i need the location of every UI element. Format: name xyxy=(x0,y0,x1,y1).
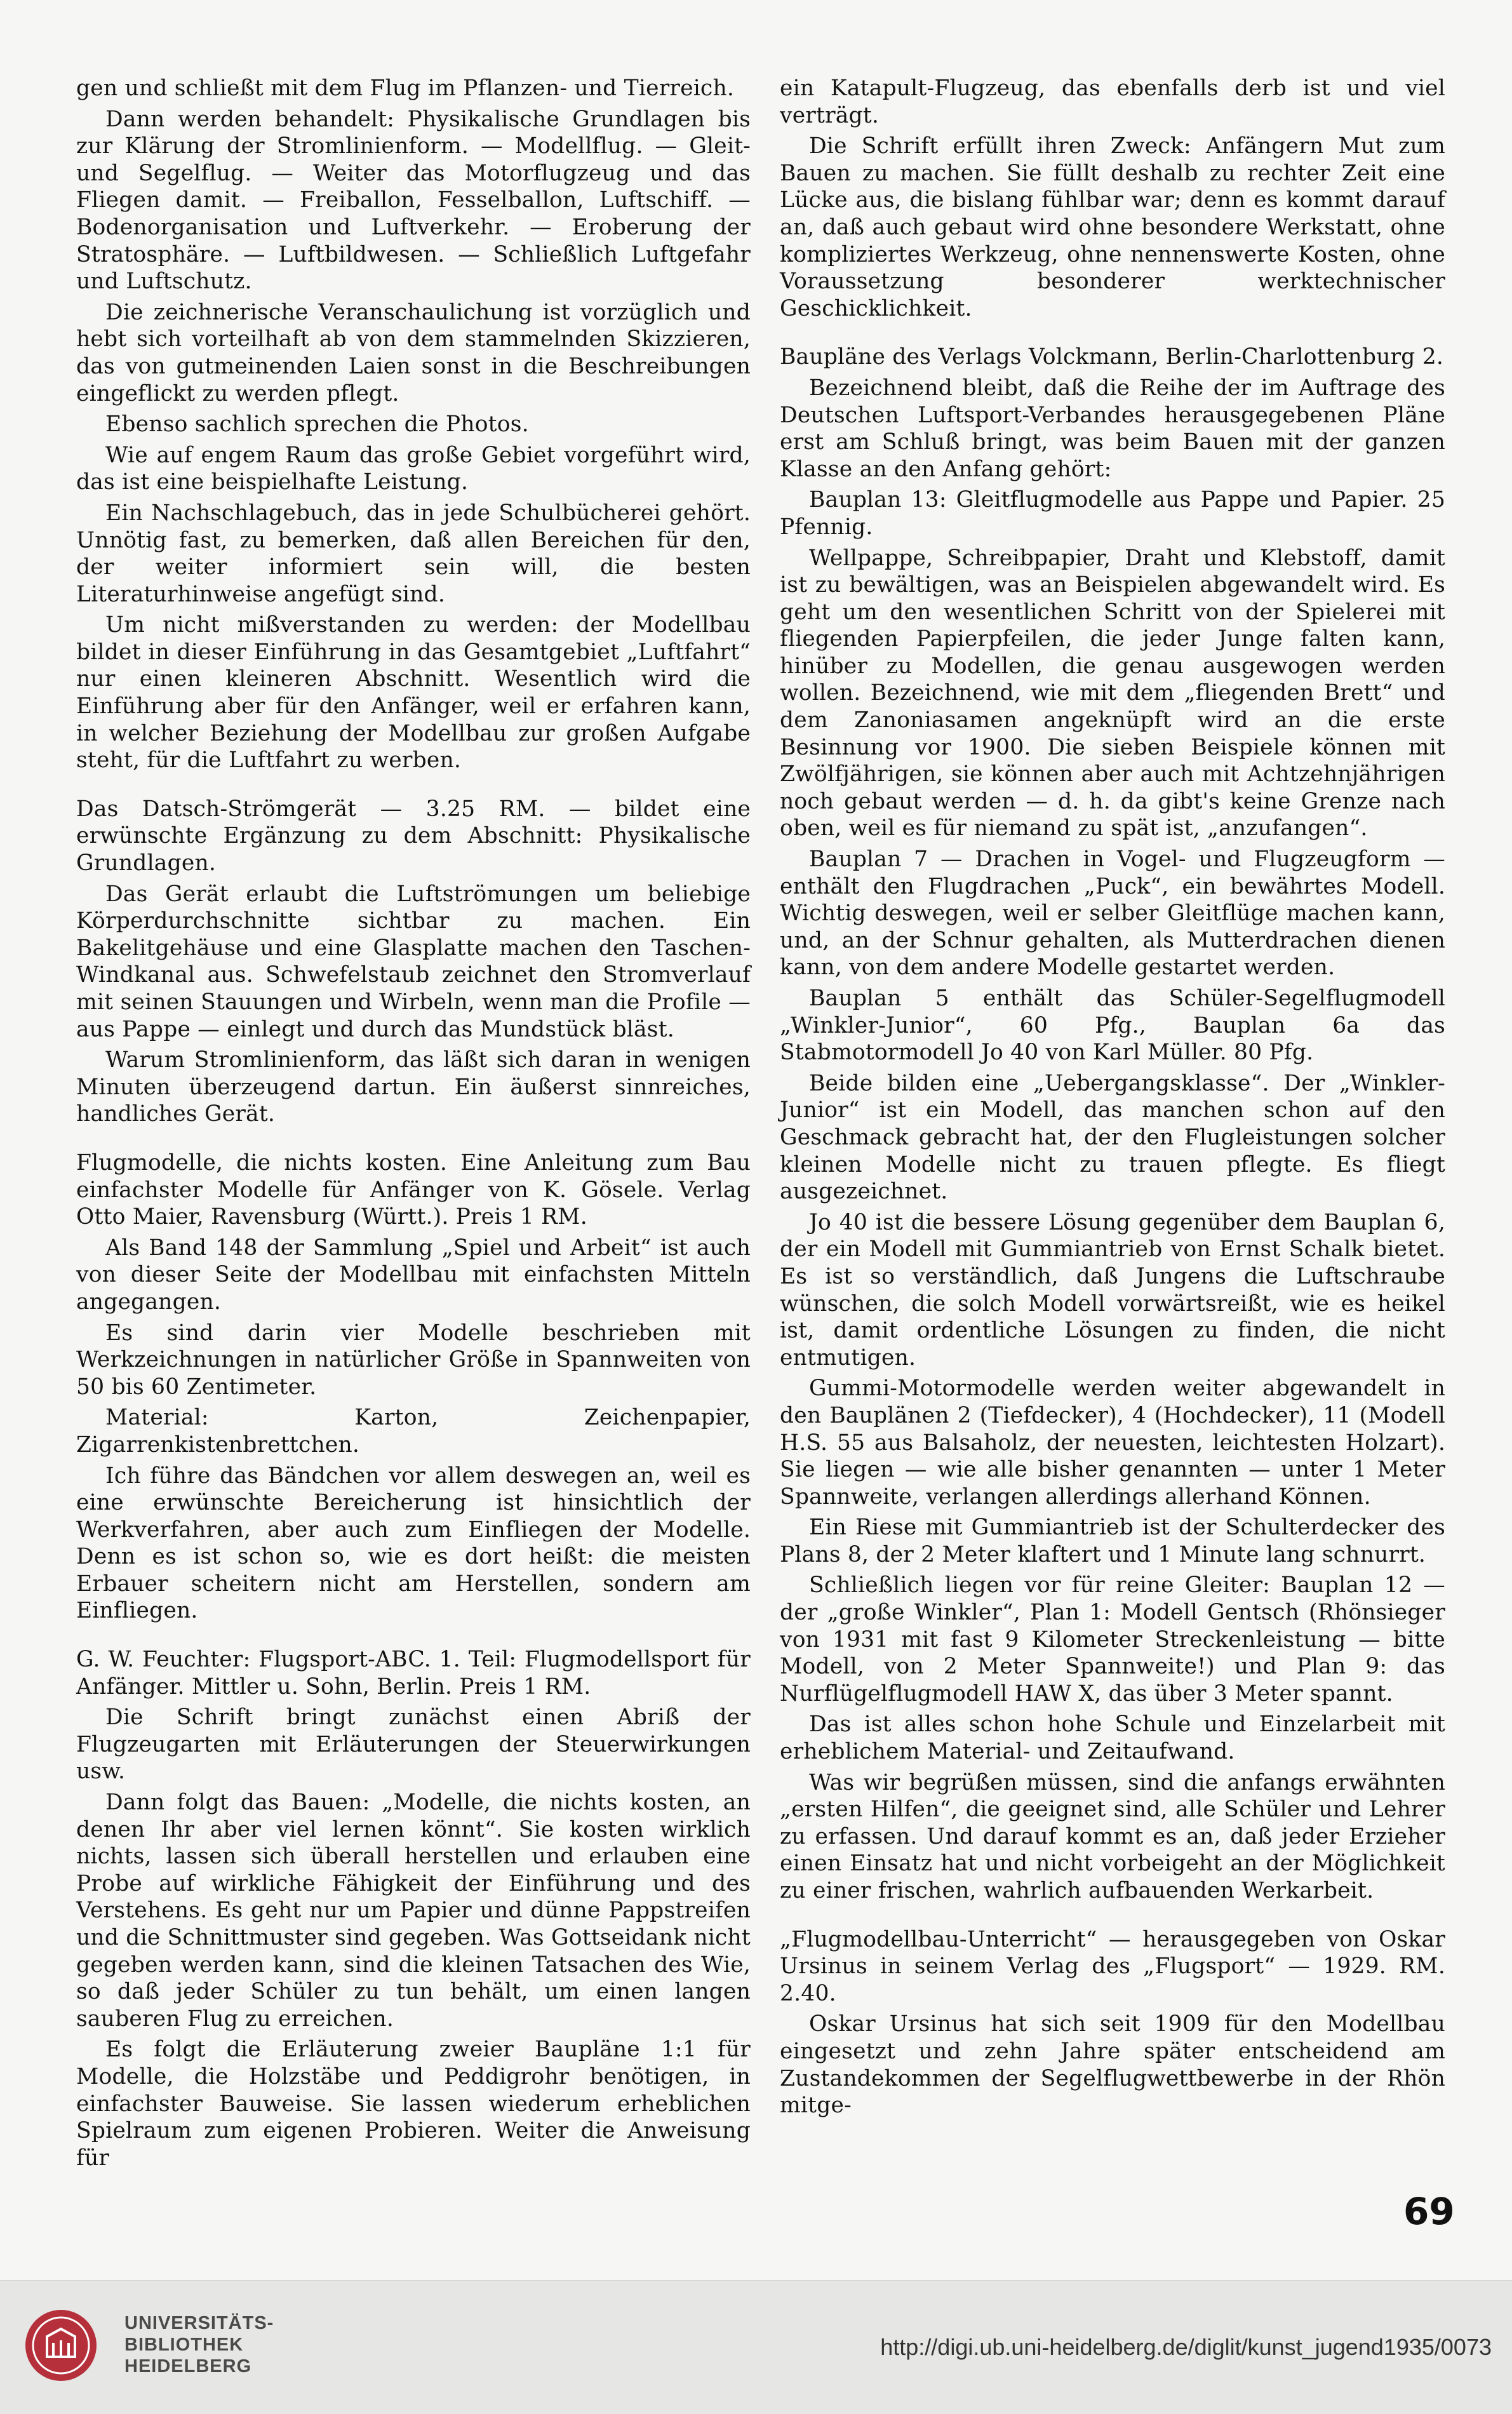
university-seal-icon xyxy=(23,2307,99,2384)
paragraph: Was wir begrüßen müssen, sind die anfangs erwähnten „ersten Hilfen“, die geeignet sind, alle Schüler und Lehrer zu erfassen. Und darauf kommt es an, daß jeder Erzieher einen Einsatz hat und nicht vorbeigeht an der Möglichkeit zu einer frischen, wahrlich aufbauenden Werkarbeit. xyxy=(780,1769,1445,1903)
paragraph: Das ist alles schon hohe Schule und Einzelarbeit mit erheblichem Material- und Zeitaufwand. xyxy=(780,1712,1445,1765)
paragraph: ein Katapult-Flugzeug, das ebenfalls derb ist und viel verträgt. xyxy=(780,76,1445,128)
paragraph: Es sind darin vier Modelle beschrieben mit Werkzeichnungen in natürlicher Größe in Spannweiten von 50 bis 60 Zentimeter. xyxy=(76,1320,751,1400)
paragraph: Die Schrift bringt zunächst einen Abriß der Flugzeugarten mit Erläuterungen der Steuerwirkungen usw. xyxy=(76,1705,751,1785)
paragraph: Bauplan 5 enthält das Schüler-Segelflugmodell „Winkler-Junior“, 60 Pfg., Bauplan 6a das Stabmotormodell Jo 40 von Karl Müller. 80 Pfg. xyxy=(780,986,1445,1066)
paragraph: Warum Stromlinienform, das läßt sich daran in wenigen Minuten überzeugend dartun. Ein äußerst sinnreiches, handliches Gerät. xyxy=(76,1047,751,1127)
paragraph: Bauplan 13: Gleitflugmodelle aus Pappe und Papier. 25 Pfennig. xyxy=(780,487,1445,540)
paragraph: Flugmodelle, die nichts kosten. Eine Anleitung zum Bau einfachster Modelle für Anfänger von K. Gösele. Verlag Otto Maier, Ravensburg (Württ.). Preis 1 RM. xyxy=(76,1150,751,1230)
paragraph: Gummi-Motormodelle werden weiter abgewandelt in den Bauplänen 2 (Tiefdecker), 4 (Hochdecker), 11 (Modell H.S. 55 aus Balsaholz, der neuesten, leichtesten Holzart). Sie liegen — wie alle bisher genannten — unter 1 Meter Spannweite, verlangen allerdings allerhand Können. xyxy=(780,1376,1445,1510)
paragraph: Die zeichnerische Veranschaulichung ist vorzüglich und hebt sich vorteilhaft ab von dem stammelnden Skizzieren, das von gutmeinenden Laien sonst in die Beschreibungen eingeflickt zu werden pflegt. xyxy=(76,299,751,406)
paragraph: Material: Karton, Zeichenpapier, Zigarrenkistenbrettchen. xyxy=(76,1405,751,1458)
paragraph: Ein Riese mit Gummiantrieb ist der Schulterdecker des Plans 8, der 2 Meter klaftert und 1 Minute lang schnurrt. xyxy=(780,1515,1445,1567)
paragraph: Oskar Ursinus hat sich seit 1909 für den Modellbau eingesetzt und zehn Jahre später entscheidend am Zustandekommen der Segelflugwettbewerbe in der Rhön mitge- xyxy=(780,2011,1445,2119)
paragraph: „Flugmodellbau-Unterricht“ — herausgegeben von Oskar Ursinus in seinem Verlag des „Flugsport“ — 1929. RM. 2.40. xyxy=(780,1926,1445,2006)
paragraph: Das Gerät erlaubt die Luftströmungen um beliebige Körperdurchschnitte sichtbar zu machen. Ein Bakelitgehäuse und eine Glasplatte machen den Taschen-Windkanal aus. Schwefelstaub zeichnet den Stromverlauf mit seinen Stauungen und Wirbeln, wenn man die Profile — aus Pappe — einlegt und durch das Mundstück bläst. xyxy=(76,881,751,1042)
paragraph: Es folgt die Erläuterung zweier Baupläne 1:1 für Modelle, die Holzstäbe und Peddigrohr benötigen, in einfachster Bauweise. Sie lassen wiederum erheblichen Spielraum zum eigenen Probieren. Weiter die Anweisung für xyxy=(76,2037,751,2171)
paragraph: Ebenso sachlich sprechen die Photos. xyxy=(105,412,529,438)
source-url-link[interactable]: http://digi.ub.uni-heidelberg.de/diglit/kunst_jugend1935/0073 xyxy=(880,2334,1492,2360)
paragraph: Dann folgt das Bauen: „Modelle, die nichts kosten, an denen Ihr aber viel lernen könnt“. Sie kosten wirklich nichts, lassen sich überall herstellen und erlauben eine Probe auf wirkliche Fähigkeit der Einführung und des Verstehens. Es geht nur um Papier und dünne Pappstreifen und die Schnittmuster sind gegeben. Was Gottseidank nicht gegeben werden kann, sind die kleinen Tatsachen des Wie, so daß jeder Schüler zu tun behält, um einen langen sauberen Flug zu erreichen. xyxy=(76,1790,751,2032)
paragraph: Das Datsch-Strömgerät — 3.25 RM. — bildet eine erwünschte Ergänzung zu dem Abschnitt: Physikalische Grundlagen. xyxy=(76,796,751,876)
paragraph: gen und schließt mit dem Flug im Pflanzen- und Tierreich. xyxy=(76,76,735,101)
paragraph: Die Schrift erfüllt ihren Zweck: Anfängern Mut zum Bauen zu machen. Sie füllt deshalb zu rechter Zeit eine Lücke aus, die bislang fühlbar war; denn es kommt darauf an, daß auch gebaut wird ohne besondere Werkstatt, ohne kompliziertes Werkzeug, ohne nennenswerte Kosten, ohne Voraussetzung besonderer werktechnischer Geschicklichkeit. xyxy=(780,133,1445,321)
footer-bar xyxy=(0,2280,1512,2414)
paragraph: Jo 40 ist die bessere Lösung gegenüber dem Bauplan 6, der ein Modell mit Gummiantrieb von Ernst Schalk bietet. Es ist so verständlich, daß Jungens die Luftschraube wünschen, die solch Modell vorwärtsreißt, wie es heikel ist, damit ordentliche Lösungen zu finden, die nicht entmutigen. xyxy=(780,1209,1445,1371)
library-line-2: BIBLIOTHEK xyxy=(124,2335,244,2355)
paragraph: Schließlich liegen vor für reine Gleiter: Bauplan 12 — der „große Winkler“, Plan 1: Modell Gentsch (Rhönsieger von 1931 mit fast 9 Kilometer Streckenleistung — bitte Modell, von 2 Meter Spannweite!) und Plan 9: das Nurflügelflugmodell HAW X, das über 3 Meter spannt. xyxy=(780,1572,1445,1707)
paragraph: Ein Nachschlagebuch, das in jede Schulbücherei gehört. Unnötig fast, zu bemerken, daß allen Bereichen für den, der weiter informiert sein will, die besten Literaturhinweise angefügt sind. xyxy=(76,500,751,607)
library-line-3: HEIDELBERG xyxy=(124,2356,252,2377)
left-column xyxy=(76,75,751,2175)
paragraph: G. W. Feuchter: Flugsport-ABC. 1. Teil: Flugmodellsport für Anfänger. Mittler u. Sohn, Berlin. Preis 1 RM. xyxy=(76,1647,751,1700)
paragraph: Ich führe das Bändchen vor allem deswegen an, weil es eine erwünschte Bereicherung ist hinsichtlich der Werkverfahren, aber auch zum Einfliegen der Modelle. Denn es ist schon so, wie es dort heißt: die meisten Erbauer scheitern nicht am Herstellen, sondern am Einfliegen. xyxy=(76,1463,751,1624)
paragraph: Baupläne des Verlags Volckmann, Berlin-Charlottenburg 2. xyxy=(780,344,1444,370)
paragraph: Um nicht mißverstanden zu werden: der Modellbau bildet in dieser Einführung in das Gesamtgebiet „Luftfahrt“ nur einen kleineren Abschnitt. Wesentlich wird die Einführung aber für den Anfänger, weil er erfahren kann, in welcher Beziehung der Modellbau zur großen Aufgabe steht, für die Luftfahrt zu werben. xyxy=(76,612,751,774)
paragraph: Beide bilden eine „Uebergangsklasse“. Der „Winkler-Junior“ ist ein Modell, das manchen schon auf den Geschmack gebracht hat, der den Flugleistungen solcher kleinen Modelle nicht zu trauen pflegte. Es fliegt ausgezeichnet. xyxy=(780,1070,1445,1205)
paragraph: Als Band 148 der Sammlung „Spiel und Arbeit“ ist auch von dieser Seite der Modellbau mit einfachsten Mitteln angegangen. xyxy=(76,1235,751,1315)
library-name xyxy=(124,2312,274,2377)
paragraph: Bauplan 7 — Drachen in Vogel- und Flugzeugform — enthält den Flugdrachen „Puck“, ein bewährtes Modell. Wichtig deswegen, weil er selber Gleitflüge machen kann, und, an der Schnur gehalten, als Mutterdrachen dienen kann, von dem andere Modelle gestartet werden. xyxy=(780,847,1445,981)
paragraph: Bezeichnend bleibt, daß die Reihe der im Auftrage des Deutschen Luftsport-Verbandes herausgegebenen Pläne erst am Schluß bringt, was beim Bauen mit der ganzen Klasse an den Anfang gehört: xyxy=(780,375,1445,482)
right-column xyxy=(780,75,1445,2123)
page-number: 69 xyxy=(1403,2190,1455,2233)
paragraph: Dann werden behandelt: Physikalische Grundlagen bis zur Klärung der Stromlinienform. — Modellflug. — Gleit- und Segelflug. — Weiter das Motorflugzeug und das Fliegen damit. — Freiballon, Fesselballon, Luftschiff. — Bodenorganisation und Luftverkehr. — Eroberung der Stratosphäre. — Luftbildwesen. — Schließlich Luftgefahr und Luftschutz. xyxy=(76,106,751,295)
paragraph: Wellpappe, Schreibpapier, Draht und Klebstoff, damit ist zu bewältigen, was an Beispielen abgewandelt wird. Es geht um den wesentlichen Schritt von der Spielerei mit fliegenden Papierpfeilen, die jeder Junge falten kann, hinüber zu Modellen, die genau ausgewogen werden wollen. Bezeichnend, wie mit dem „fliegenden Brett“ und dem Zanoniasamen angeknüpft wird an die erste Besinnung vor 1900. Die sieben Beispiele können mit Zwölfjährigen, sie können aber auch mit Achtzehnjährigen noch gebaut werden — d. h. da gibt's keine Grenze nach oben, weil es für niemand zu spät ist, „anzufangen“. xyxy=(780,545,1445,842)
library-line-1: UNIVERSITÄTS- xyxy=(124,2313,274,2333)
paragraph: Wie auf engem Raum das große Gebiet vorgeführt wird, das ist eine beispielhafte Leistung. xyxy=(76,442,751,495)
